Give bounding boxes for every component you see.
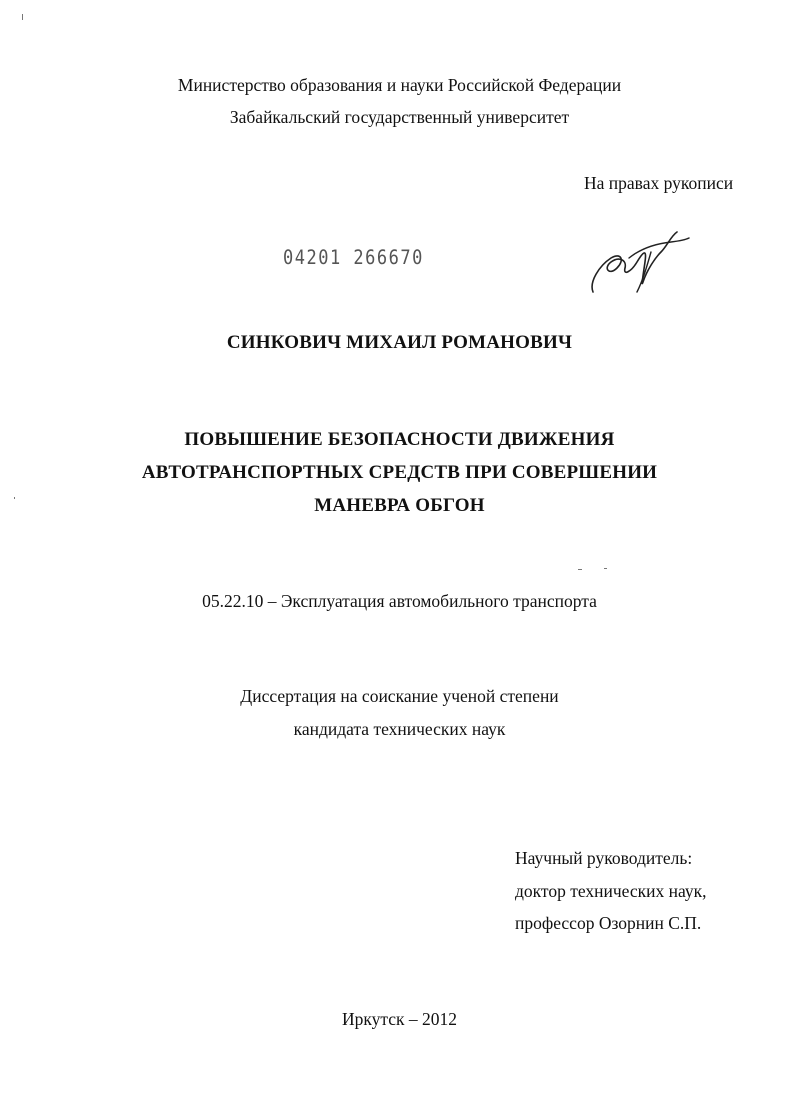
city-year: Иркутск – 2012 bbox=[341, 1009, 458, 1029]
title-line-1: ПОВЫШЕНИЕ БЕЗОПАСНОСТИ ДВИЖЕНИЯ bbox=[184, 429, 615, 450]
scan-speck bbox=[14, 497, 15, 499]
scan-speck bbox=[578, 569, 582, 570]
signature-icon bbox=[585, 222, 695, 300]
degree-line-2: кандидата технических наук bbox=[293, 719, 506, 739]
advisor-name: профессор Озорнин С.П. bbox=[515, 913, 702, 933]
advisor-label: Научный руководитель: bbox=[515, 848, 693, 868]
author-name: СИНКОВИЧ МИХАИЛ РОМАНОВИЧ bbox=[226, 332, 573, 353]
scan-speck bbox=[604, 568, 607, 569]
advisor-degree: доктор технических наук, bbox=[515, 881, 707, 901]
scan-speck bbox=[22, 14, 23, 20]
specialty-code: 05.22.10 – Эксплуатация автомобильного транспорта bbox=[202, 591, 597, 611]
university-header: Забайкальский государственный университет bbox=[229, 107, 570, 127]
degree-line-1: Диссертация на соискание ученой степени bbox=[240, 686, 559, 706]
title-line-2: АВТОТРАНСПОРТНЫХ СРЕДСТВ ПРИ СОВЕРШЕНИИ bbox=[141, 462, 658, 483]
manuscript-note: На правах рукописи bbox=[584, 173, 734, 193]
ministry-header: Министерство образования и науки Российской Федерации bbox=[177, 75, 622, 95]
title-line-3: МАНЕВРА ОБГОН bbox=[314, 495, 485, 516]
registration-stamp: 04201 266670 bbox=[283, 246, 424, 270]
